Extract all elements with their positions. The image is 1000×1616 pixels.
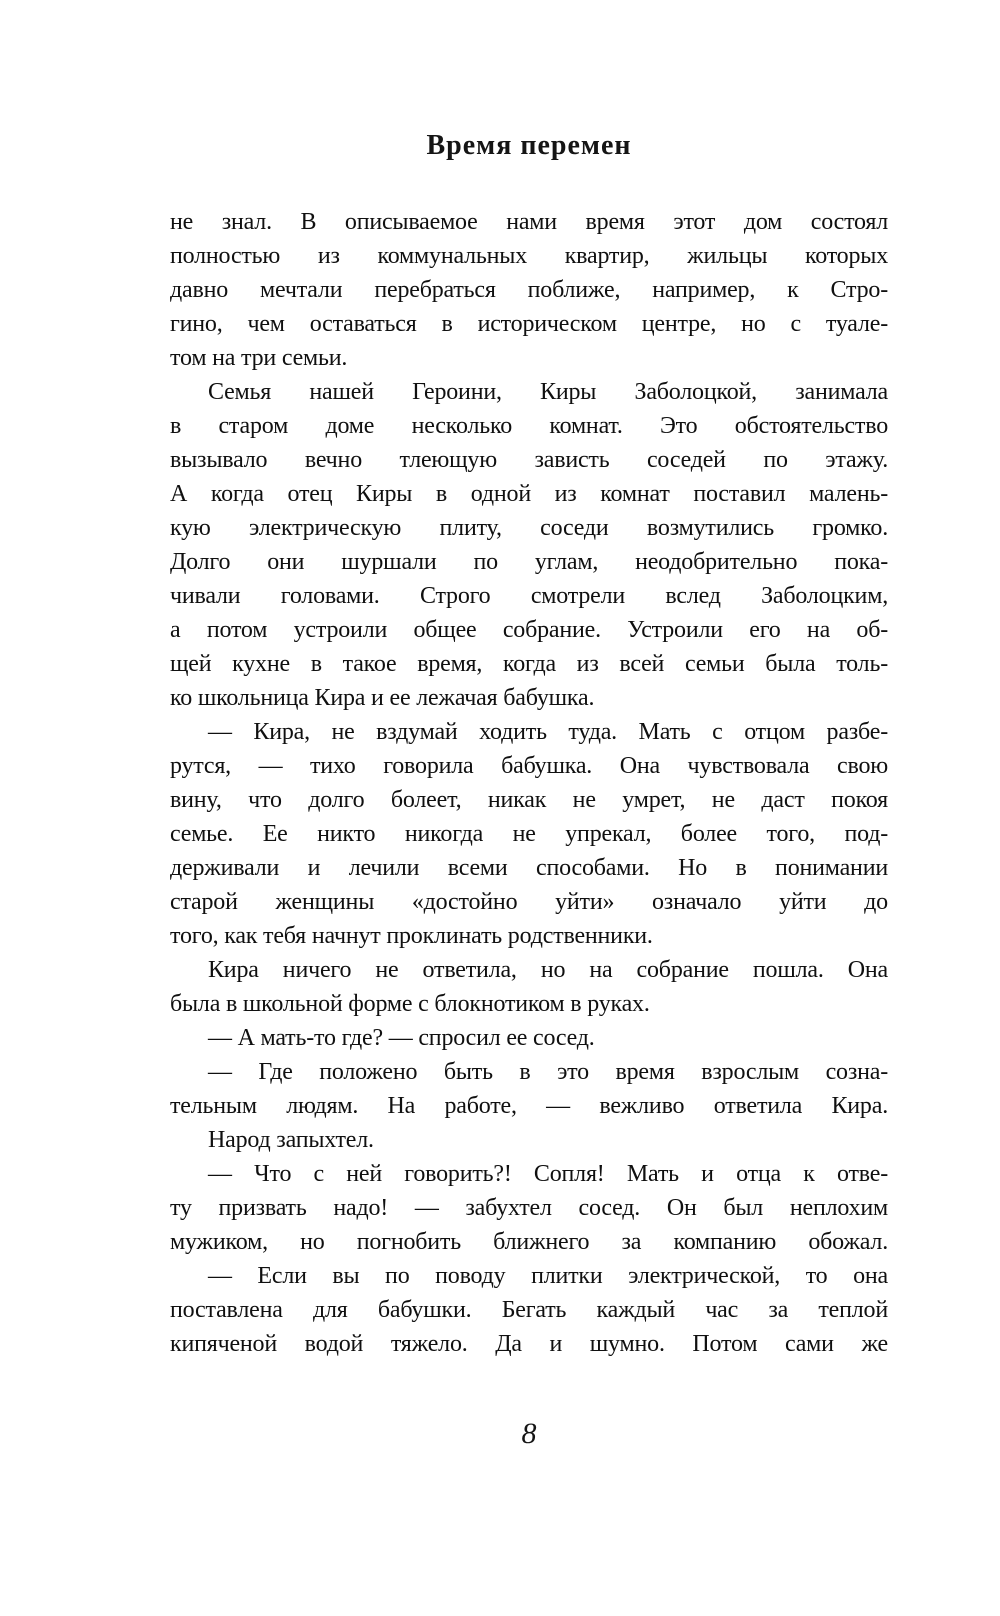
text-line: в старом доме несколько комнат. Это обстоятельство xyxy=(170,413,888,439)
text-line: А когда отец Киры в одной из комнат поставил малень- xyxy=(170,481,888,507)
text-line: ко школьница Кира и ее лежачая бабушка. xyxy=(170,685,595,711)
text-line: кую электрическую плиту, соседи возмутились громко. xyxy=(170,515,888,541)
text-line: поставлена для бабушки. Бегать каждый час за теплой xyxy=(170,1297,888,1323)
text-line: старой женщины «достойно уйти» означало уйти до xyxy=(170,889,888,915)
text-line: того, как тебя начнут проклинать родственники. xyxy=(170,923,653,949)
text-line: вину, что долго болеет, никак не умрет, не даст покоя xyxy=(170,787,888,813)
text-line: вызывало вечно тлеющую зависть соседей по этажу. xyxy=(170,447,888,473)
text-line: полностью из коммунальных квартир, жильцы которых xyxy=(170,243,888,269)
text-line: Долго они шуршали по углам, неодобрительно пока- xyxy=(170,549,888,575)
text-line: том на три семьи. xyxy=(170,345,348,371)
text-line: — Если вы по поводу плитки электрической, то она xyxy=(208,1263,888,1289)
text-line: тельным людям. На работе, — вежливо ответила Кира. xyxy=(170,1093,888,1119)
text-line: чивали головами. Строго смотрели вслед Заболоцким, xyxy=(170,583,888,609)
text-line: мужиком, но погнобить ближнего за компанию обожал. xyxy=(170,1229,888,1255)
text-line: Семья нашей Героини, Киры Заболоцкой, занимала xyxy=(208,379,888,405)
text-line: — А мать-то где? — спросил ее сосед. xyxy=(208,1025,595,1051)
text-line: — Кира, не вздумай ходить туда. Мать с отцом разбе- xyxy=(208,719,888,745)
text-line: держивали и лечили всеми способами. Но в понимании xyxy=(170,855,888,881)
text-line: семье. Ее никто никогда не упрекал, более того, под- xyxy=(170,821,888,847)
text-line: — Что с ней говорить?! Сопля! Мать и отца к отве- xyxy=(208,1161,888,1187)
text-line: кипяченой водой тяжело. Да и шумно. Потом сами же xyxy=(170,1331,888,1357)
text-line: щей кухне в такое время, когда из всей семьи была толь- xyxy=(170,651,888,677)
text-line: рутся, — тихо говорила бабушка. Она чувствовала свою xyxy=(170,753,888,779)
text-line: Кира ничего не ответила, но на собрание пошла. Она xyxy=(208,957,888,983)
body-text xyxy=(170,205,888,1361)
text-line: давно мечтали перебраться поближе, например, к Стро- xyxy=(170,277,888,303)
text-line: — Где положено быть в это время взрослым созна- xyxy=(208,1059,888,1085)
text-line: ту призвать надо! — забухтел сосед. Он был неплохим xyxy=(170,1195,888,1221)
text-line: Народ запыхтел. xyxy=(208,1127,374,1153)
text-line: гино, чем оставаться в историческом центре, но с туале- xyxy=(170,311,888,337)
running-title: Время перемен xyxy=(426,130,632,161)
text-line: не знал. В описываемое нами время этот дом состоял xyxy=(170,209,888,235)
text-line: а потом устроили общее собрание. Устроили его на об- xyxy=(170,617,888,643)
page-number: 8 xyxy=(521,1417,537,1450)
text-line: была в школьной форме с блокнотиком в руках. xyxy=(170,991,650,1017)
